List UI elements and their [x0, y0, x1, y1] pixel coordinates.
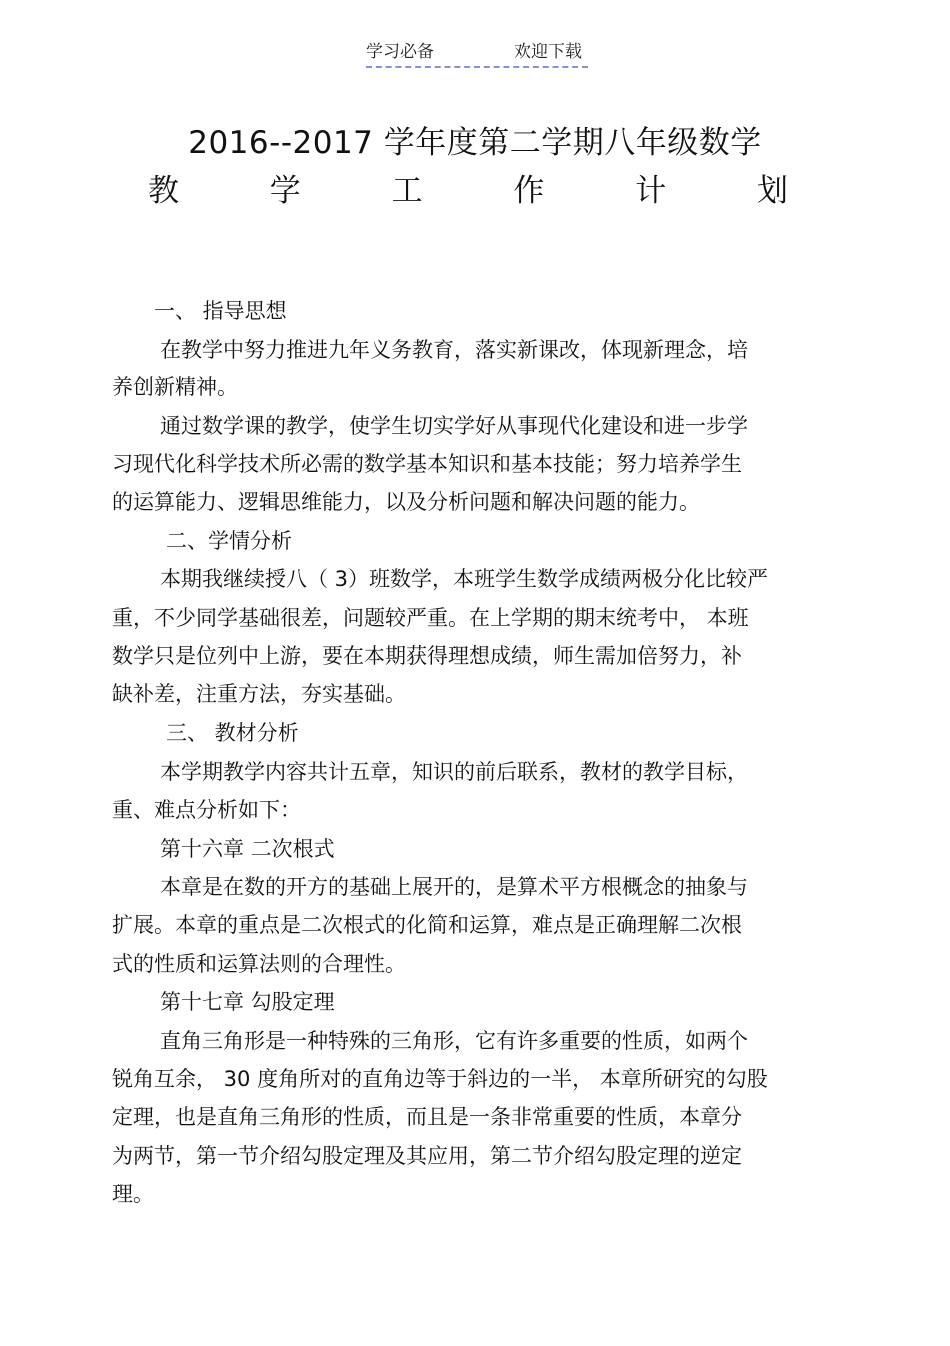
title-char: 学: [269, 173, 301, 209]
body-line: 数学只是位列中上游，要在本期获得理想成绩，师生需加倍努力，补: [112, 644, 742, 668]
title-char: 作: [513, 173, 545, 209]
body-line: 在教学中努力推进九年义务教育，落实新课改，体现新理念，培: [160, 338, 748, 362]
document-title-line1: 2016--2017 学年度第二学期八年级数学: [188, 125, 762, 161]
title-char: 划: [756, 173, 788, 209]
body-line: 锐角互余， 30 度角所对的直角边等于斜边的一半， 本章所研究的勾股: [112, 1067, 768, 1091]
title-char: 工: [391, 173, 423, 209]
body-line: 直角三角形是一种特殊的三角形，它有许多重要的性质，如两个: [160, 1029, 748, 1053]
page-header: [366, 40, 588, 68]
body-line: 习现代化科学技术所必需的数学基本知识和基本技能；努力培养学生: [112, 452, 742, 476]
body-line: 扩展。本章的重点是二次根式的化简和运算，难点是正确理解二次根: [112, 913, 742, 937]
body-line: 本学期教学内容共计五章，知识的前后联系，教材的教学目标，: [160, 760, 748, 784]
body-line: 缺补差，注重方法，夯实基础。: [112, 682, 406, 706]
body-line: 式的性质和运算法则的合理性。: [112, 952, 406, 976]
chapter-heading: 第十六章 二次根式: [160, 837, 335, 861]
body-line: 通过数学课的教学，使学生切实学好从事现代化建设和进一步学: [160, 414, 748, 438]
section-heading-textbook-analysis: 三、 教材分析: [166, 721, 299, 745]
body-line: 本章是在数的开方的基础上展开的，是算术平方根概念的抽象与: [160, 875, 748, 899]
body-line: 重、难点分析如下：: [112, 798, 301, 822]
body-line: 理。: [112, 1182, 154, 1206]
section-heading-student-analysis: 二、学情分析: [166, 529, 292, 553]
document-title-line2: [148, 170, 788, 212]
chapter-heading: 第十七章 勾股定理: [160, 990, 335, 1014]
header-right-text: 欢迎下载: [514, 42, 582, 62]
body-line: 本期我继续授八（ 3）班数学，本班学生数学成绩两极分化比较严: [160, 567, 769, 591]
body-line: 的运算能力、逻辑思维能力，以及分析问题和解决问题的能力。: [112, 490, 700, 514]
body-line: 定理，也是直角三角形的性质，而且是一条非常重要的性质，本章分: [112, 1105, 742, 1129]
body-line: 为两节，第一节介绍勾股定理及其应用，第二节介绍勾股定理的逆定: [112, 1144, 742, 1168]
title-char: 教: [148, 173, 179, 209]
section-heading-guiding-ideology: 一、 指导思想: [154, 299, 287, 323]
title-char: 计: [635, 173, 667, 209]
body-line: 重，不少同学基础很差，问题较严重。在上学期的期末统考中， 本班: [112, 606, 749, 630]
body-line: 养创新精神。: [112, 375, 238, 399]
header-left-text: 学习必备: [366, 42, 434, 62]
